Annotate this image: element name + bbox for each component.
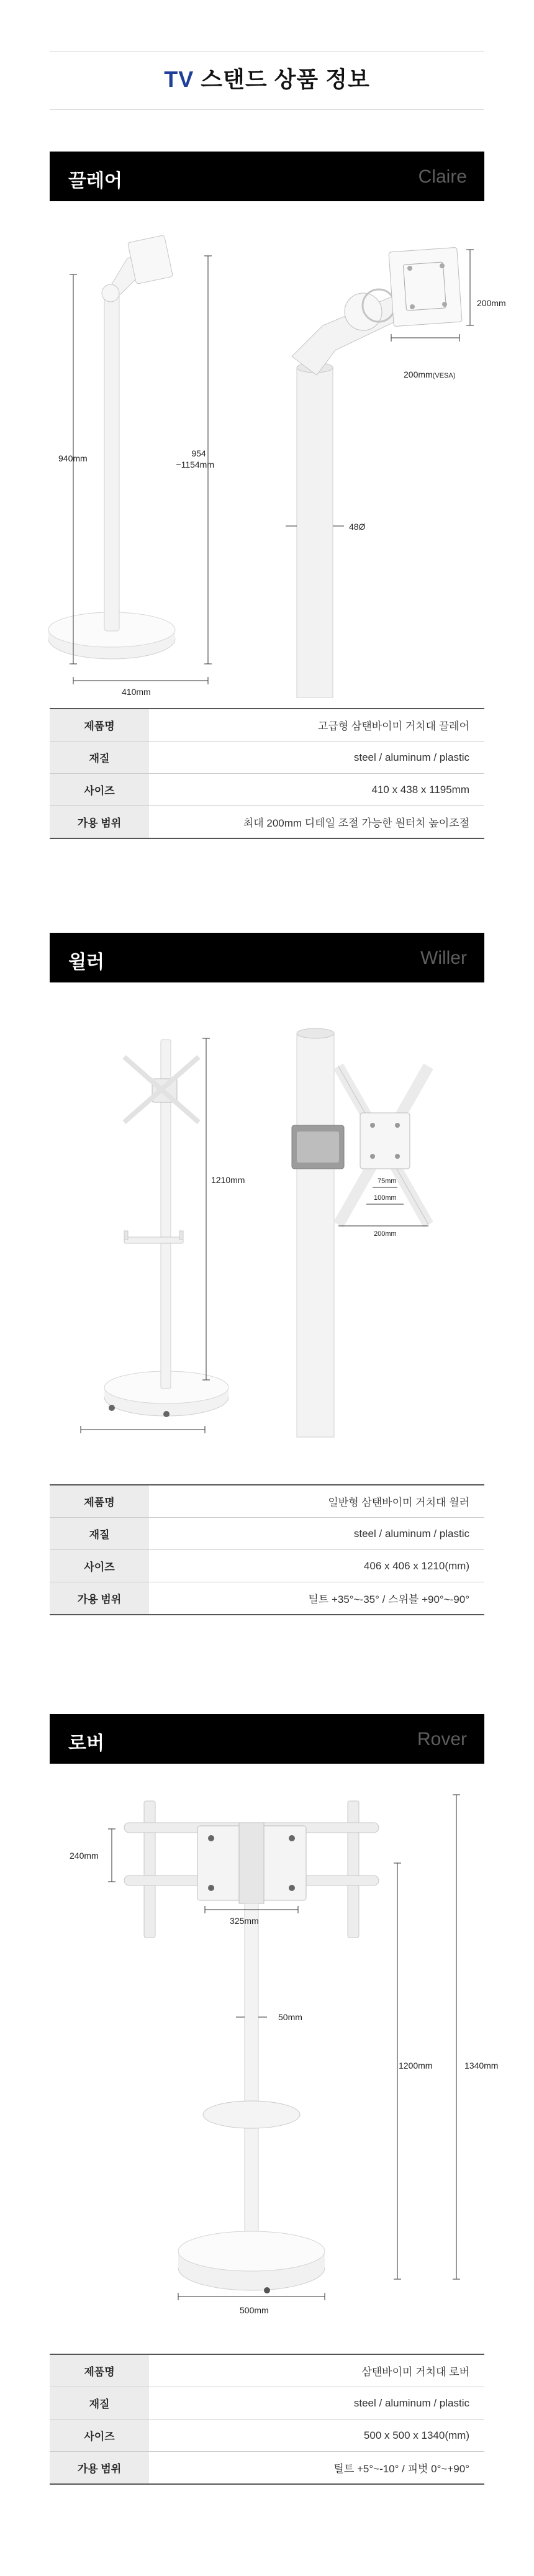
section-title-ko: 끌레어 bbox=[68, 171, 122, 191]
spec-value: steel / aluminum / plastic bbox=[149, 2387, 484, 2420]
spec-label: 제품명 bbox=[50, 709, 149, 742]
claire-base-label: 410mm bbox=[122, 687, 151, 697]
willer-product-illustration bbox=[0, 982, 534, 1454]
claire-height-label: 940mm bbox=[58, 453, 88, 463]
claire-adj-height-label-2: ~1154mm bbox=[176, 460, 214, 469]
willer-vesa-small-label: 75mm bbox=[378, 1177, 397, 1185]
spec-label: 재질 bbox=[50, 742, 149, 774]
spec-value: 500 x 500 x 1340(mm) bbox=[149, 2420, 484, 2452]
spec-value: 틸트 +35°~-35° / 스위블 +90°~-90° bbox=[149, 1582, 484, 1615]
claire-adj-height-label-1: 954 bbox=[191, 448, 206, 458]
spec-label: 제품명 bbox=[50, 1485, 149, 1518]
claire-vesa-height-label: 200mm bbox=[477, 298, 506, 308]
spec-value: 최대 200mm 디테일 조절 가능한 원터치 높이조절 bbox=[149, 806, 484, 839]
claire-vesa-note: (VESA) bbox=[432, 372, 456, 379]
spec-value: steel / aluminum / plastic bbox=[149, 742, 484, 774]
spec-value: 일반형 삼탠바이미 거치대 윌러 bbox=[149, 1485, 484, 1518]
spec-label: 재질 bbox=[50, 1518, 149, 1550]
claire-product-illustration bbox=[0, 201, 534, 698]
section-bar-rover bbox=[50, 1714, 484, 1764]
section-title-ko: 로버 bbox=[68, 1733, 104, 1754]
table-row bbox=[50, 2387, 484, 2420]
spec-label: 가용 범위 bbox=[50, 806, 149, 839]
spec-label: 사이즈 bbox=[50, 2420, 149, 2452]
rover-pole-label: 50mm bbox=[278, 2012, 302, 2022]
willer-closeup-view bbox=[292, 1028, 428, 1437]
section-bar-willer bbox=[50, 933, 484, 982]
spec-label: 사이즈 bbox=[50, 1550, 149, 1582]
table-row bbox=[50, 1485, 484, 1518]
claire-closeup-view bbox=[292, 247, 462, 698]
willer-full-view bbox=[104, 1040, 229, 1417]
spec-label: 가용 범위 bbox=[50, 1582, 149, 1615]
willer-spec-table bbox=[50, 1484, 484, 1615]
claire-vesa-width-label: 200mm bbox=[404, 370, 433, 379]
spec-value: steel / aluminum / plastic bbox=[149, 1518, 484, 1550]
spec-value: 고급형 삼탠바이미 거치대 끌레어 bbox=[149, 709, 484, 742]
table-row bbox=[50, 2452, 484, 2485]
rover-spec-table bbox=[50, 2354, 484, 2485]
rover-base-label: 500mm bbox=[240, 2305, 269, 2315]
section-title-ko: 윌러 bbox=[68, 952, 104, 973]
claire-full-view bbox=[48, 235, 175, 659]
section-bar-claire bbox=[50, 152, 484, 201]
title-tv: TV bbox=[164, 66, 194, 92]
section-title-en: Rover bbox=[417, 1729, 467, 1749]
rover-height-label-1: 1200mm bbox=[399, 2061, 433, 2070]
spec-value: 406 x 406 x 1210(mm) bbox=[149, 1550, 484, 1582]
spec-label: 사이즈 bbox=[50, 774, 149, 806]
table-row bbox=[50, 1550, 484, 1582]
spec-label: 재질 bbox=[50, 2387, 149, 2420]
header-bottom-rule bbox=[50, 109, 484, 110]
section-title-en: Claire bbox=[418, 166, 467, 187]
table-row bbox=[50, 709, 484, 742]
willer-height-label: 1210mm bbox=[211, 1175, 245, 1185]
spec-label: 가용 범위 bbox=[50, 2452, 149, 2485]
header-top-rule bbox=[50, 51, 484, 52]
claire-spec-table bbox=[50, 708, 484, 839]
rover-height-label-2: 1340mm bbox=[464, 2061, 499, 2070]
rover-vesa-width-label: 325mm bbox=[230, 1916, 259, 1926]
table-row bbox=[50, 806, 484, 839]
spec-value: 틸트 +5°~-10° / 피벗 0°~+90° bbox=[149, 2452, 484, 2485]
spec-value: 410 x 438 x 1195mm bbox=[149, 774, 484, 806]
title-rest: 스탠드 상품 정보 bbox=[194, 66, 370, 92]
claire-pole-label: 48Ø bbox=[349, 522, 366, 532]
spec-label: 제품명 bbox=[50, 2354, 149, 2387]
table-row bbox=[50, 2420, 484, 2452]
willer-vesa-large-label: 200mm bbox=[374, 1230, 397, 1238]
table-row bbox=[50, 1582, 484, 1615]
rover-vesa-height-label: 240mm bbox=[70, 1851, 99, 1861]
rover-stand bbox=[124, 1801, 379, 2293]
table-row bbox=[50, 774, 484, 806]
rover-product-illustration bbox=[0, 1764, 534, 2323]
section-title-en: Willer bbox=[420, 948, 467, 968]
table-row bbox=[50, 742, 484, 774]
table-row bbox=[50, 2354, 484, 2387]
page-title bbox=[0, 62, 534, 94]
table-row bbox=[50, 1518, 484, 1550]
willer-vesa-mid-label: 100mm bbox=[374, 1194, 397, 1202]
spec-value: 삼탠바이미 거치대 로버 bbox=[149, 2354, 484, 2387]
